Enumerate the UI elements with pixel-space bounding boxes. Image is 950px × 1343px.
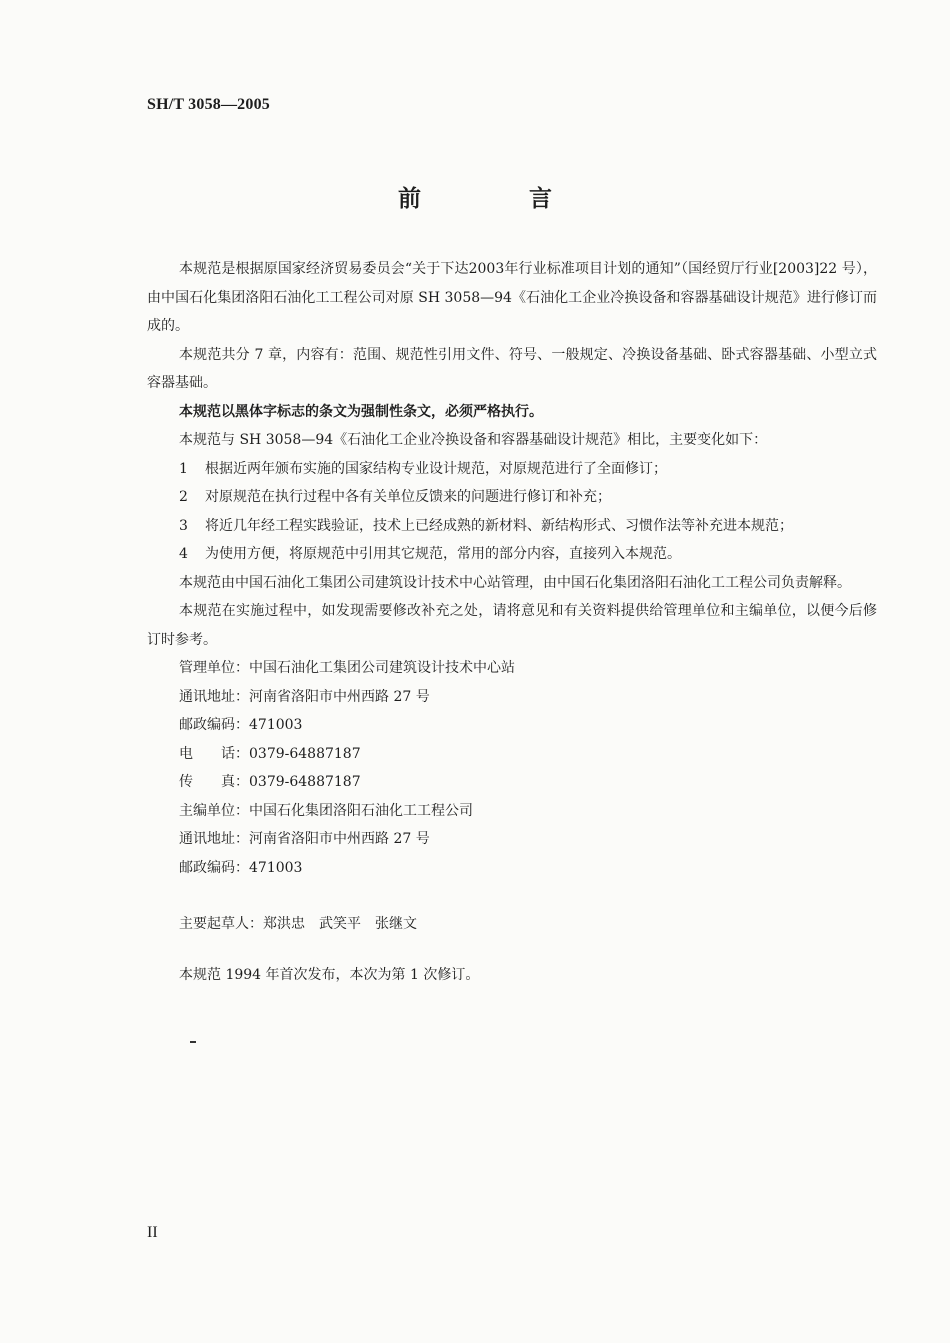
- management-unit: 管理单位：中国石油化工集团公司建筑设计技术中心站: [179, 660, 515, 676]
- main-drafters: 主要起草人：郑洪忠 武笑平 张继文: [179, 916, 417, 932]
- page-number: II: [147, 1224, 158, 1241]
- management-address: 通讯地址：河南省洛阳市中州西路 27 号: [179, 688, 430, 705]
- change-item-text: 对原规范在执行过程中各有关单位反馈来的问题进行修订和补充；: [205, 489, 611, 505]
- editor-postcode: 邮政编码：471003: [179, 859, 303, 876]
- paragraph-origin: 本规范是根据原国家经济贸易委员会“关于下达2003年行业标准项目计划的通知”（国经贸厅行业[2003]22 号），由中国石化集团洛阳石油化工工程公司对原 SH 3058—94《石油化工企业冷换设备和容器基础设计规范》进行修订而成的。: [147, 261, 877, 334]
- preface-body: [147, 255, 877, 989]
- change-item-number: 4: [179, 546, 188, 562]
- change-item: [147, 512, 877, 541]
- scan-mark: [190, 1041, 196, 1043]
- management-phone: 电 话：0379-64887187: [179, 745, 361, 762]
- management-fax: 传 真：0379-64887187: [179, 774, 361, 790]
- paragraph-management: 本规范由中国石油化工集团公司建筑设计技术中心站管理，由中国石化集团洛阳石油化工工程公司负责解释。: [179, 574, 851, 591]
- change-item: [147, 455, 877, 484]
- editor-address: 通讯地址：河南省洛阳市中州西路 27 号: [179, 831, 430, 847]
- paragraph-chapters: 本规范共分 7 章，内容有：范围、规范性引用文件、符号、一般规定、冷换设备基础、卧式容器基础、小型立式容器基础。: [147, 346, 877, 391]
- management-postcode: 邮政编码：471003: [179, 717, 303, 733]
- spacer: [147, 939, 877, 961]
- page-title: 前 言: [397, 185, 602, 212]
- spacer: [147, 882, 877, 910]
- change-item-number: 3: [179, 517, 188, 534]
- change-item: [147, 483, 877, 512]
- document-code: SH/T 3058—2005: [147, 96, 270, 113]
- change-item-text: 将近几年经工程实践验证，技术上已经成熟的新材料、新结构形式、习惯作法等补充进本规范；: [205, 517, 793, 534]
- editor-unit: 主编单位：中国石化集团洛阳石油化工工程公司: [179, 802, 473, 819]
- change-item-number: 2: [179, 489, 188, 505]
- paragraph-mandatory: 本规范以黑体字标志的条文为强制性条文，必须严格执行。: [179, 403, 543, 420]
- change-item-text: 根据近两年颁布实施的国家结构专业设计规范，对原规范进行了全面修订；: [205, 460, 667, 477]
- change-item: [147, 540, 877, 569]
- paragraph-changes-intro: 本规范与 SH 3058—94《石油化工企业冷换设备和容器基础设计规范》相比，主要变化如下：: [179, 432, 768, 448]
- change-item-text: 为使用方便，将原规范中引用其它规范，常用的部分内容，直接列入本规范。: [205, 546, 681, 562]
- change-item-number: 1: [179, 460, 188, 477]
- paragraph-feedback: 本规范在实施过程中，如发现需要修改补充之处，请将意见和有关资料提供给管理单位和主编单位，以便今后修订时参考。: [147, 603, 877, 648]
- release-history: 本规范 1994 年首次发布，本次为第 1 次修订。: [179, 966, 480, 983]
